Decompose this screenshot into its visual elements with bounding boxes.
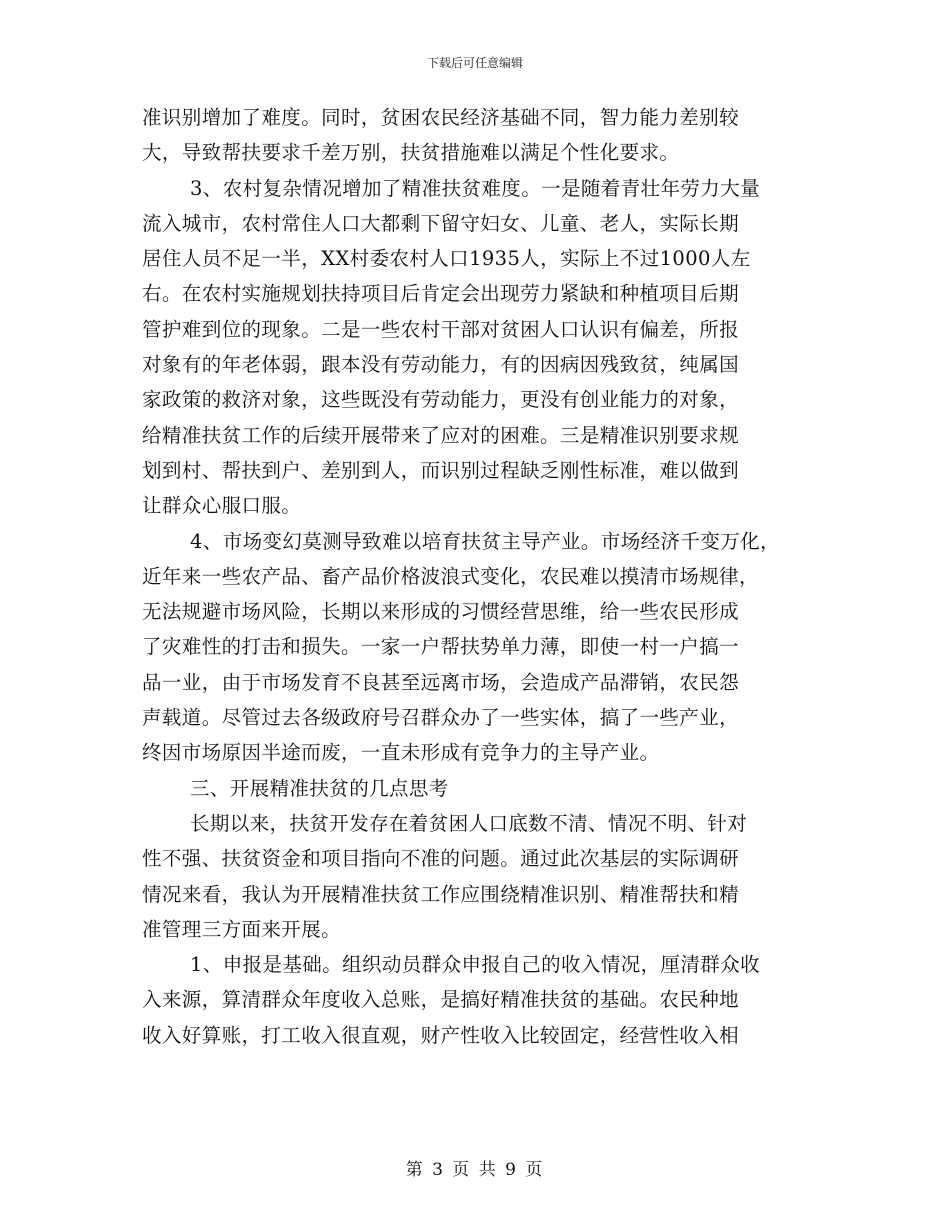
text-line: 情况来看，我认为开展精准扶贫工作应围绕精准识别、精准帮扶和精: [142, 882, 740, 906]
text-line: 声载道。尽管过去各级政府号召群众办了一些实体，搞了一些产业，: [142, 706, 740, 730]
text-line: 管护难到位的现象。二是一些农村干部对贫困人口认识有偏差，所报: [142, 317, 740, 341]
text-line: 无法规避市场风险，长期以来形成的习惯经营思维，给一些农民形成: [142, 600, 740, 624]
text-line: 1、申报是基础。组织动员群众申报自己的收入情况，厘清群众收: [190, 953, 761, 977]
text-line: 准识别增加了难度。同时，贫困农民经济基础不同，智力能力差别较: [142, 106, 740, 129]
text-line: 长期以来，扶贫开发存在着贫困人口底数不清、情况不明、针对: [190, 811, 748, 835]
text-line: 入来源，算清群众年度收入总账，是搞好精准扶贫的基础。农民种地: [142, 988, 740, 1012]
text-line: 右。在农村实施规划扶持项目后肯定会出现劳力紧缺和种植项目后期: [142, 282, 740, 306]
text-line: 准管理三方面来开展。: [142, 917, 342, 941]
page-header: 下载后可任意编辑: [426, 56, 523, 70]
text-line: 4、市场变幻莫测导致难以培育扶贫主导产业。市场经济千变万化，: [190, 529, 780, 553]
text-line: 给精准扶贫工作的后续开展带来了应对的困难。三是精准识别要求规: [142, 423, 740, 447]
text-line: 居住人员不足一半，XX村委农村人口1935人，实际上不过1000人左: [142, 247, 751, 271]
page-footer: 第 3 页 共 9 页: [405, 1160, 545, 1180]
text-line: 品一业，由于市场发育不良甚至远离市场，会造成产品滞销，农民怨: [142, 670, 740, 694]
text-line: 对象有的年老体弱，跟本没有劳动能力，有的因病因残致贫，纯属国: [142, 353, 740, 377]
text-line: 终因市场原因半途而废，一直未形成有竞争力的主导产业。: [142, 741, 660, 765]
text-line: 划到村、帮扶到户、差别到人，而识别过程缺乏刚性标准，难以做到: [142, 458, 740, 482]
text-line: 了灾难性的打击和损失。一家一户帮扶势单力薄，即使一村一户搞一: [142, 635, 740, 659]
text-line: 让群众心服口服。: [142, 494, 302, 518]
text-line: 家政策的救济对象，这些既没有劳动能力，更没有创业能力的对象，: [142, 388, 740, 412]
text-line: 大，导致帮扶要求千差万别，扶贫措施难以满足个性化要求。: [142, 141, 680, 165]
text-line: 近年来一些农产品、畜产品价格波浪式变化，农民难以摸清市场规律，: [142, 564, 759, 588]
text-line: 三、开展精准扶贫的几点思考: [190, 776, 449, 800]
document-body: [142, 100, 814, 1053]
text-line: 性不强、扶贫资金和项目指向不准的问题。通过此次基层的实际调研: [142, 847, 740, 871]
text-line: 流入城市，农村常住人口大都剩下留守妇女、儿童、老人，实际长期: [142, 211, 740, 235]
text-line: 收入好算账，打工收入很直观，财产性收入比较固定，经营性收入相: [142, 1023, 740, 1047]
text-line: 3、农村复杂情况增加了精准扶贫难度。一是随着青壮年劳力大量: [190, 176, 761, 200]
